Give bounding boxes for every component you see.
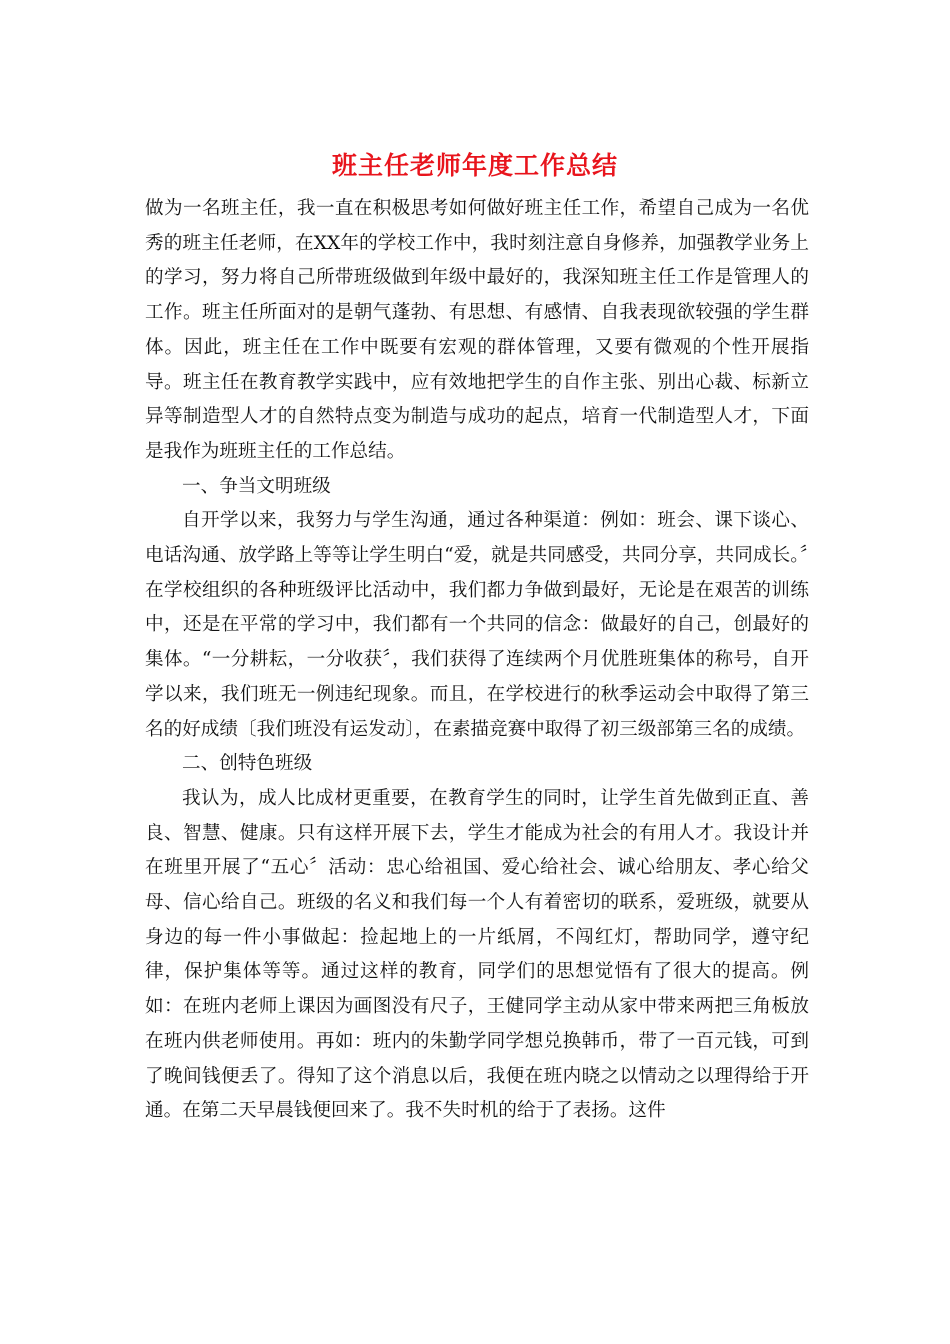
section-2-paragraph: 我认为，成人比成材更重要，在教育学生的同时，让学生首先做到正直、善良、智慧、健康。只有这样开展下去，学生才能成为社会的有用人才。我设计并在班里开展了“五心〞活动：忠心给祖国、爱心给社会、诚心给朋友、孝心给父母、信心给自己。班级的名义和我们每一个人有着密切的联系，爱班级，就要从身边的每一件小事做起：捡起地上的一片纸屑，不闯红灯，帮助同学，遵守纪律，保护集体等等。通过这样的教育，同学们的思想觉悟有了很大的提高。例如：在班内老师上课因为画图没有尺子，王健同学主动从家中带来两把三角板放在班内供老师使用。再如：班内的朱勤学同学想兑换韩币，带了一百元钱，可到了晚间钱便丢了。得知了这个消息以后，我便在班内晓之以情动之以理得给于开通。在第二天早晨钱便回来了。我不失时机的给于了表扬。这件 [145, 787, 809, 1122]
document-body [145, 192, 809, 1129]
intro-paragraph: 做为一名班主任，我一直在积极思考如何做好班主任工作，希望自己成为一名优秀的班主任老师，在XX年的学校工作中，我时刻注意自身修养，加强教学业务上的学习，努力将自己所带班级做到年级中最好的，我深知班主任工作是管理人的工作。班主任所面对的是朝气蓬勃、有思想、有感情、自我表现欲较强的学生群体。因此，班主任在工作中既要有宏观的群体管理，又要有微观的个性开展指导。班主任在教育教学实践中，应有效地把学生的自作主张、别出心裁、标新立异等制造型人才的自然特点变为制造与成功的起点，培育一代制造型人才，下面是我作为班班主任的工作总结。 [145, 198, 809, 462]
section-heading-1: 一、争当文明班级 [182, 475, 331, 497]
document-title: 班主任老师年度工作总结 [331, 151, 618, 180]
section-1-paragraph: 自开学以来，我努力与学生沟通，通过各种渠道：例如：班会、课下谈心、电话沟通、放学路上等等让学生明白“爱，就是共同感受，共同分享，共同成长。〞在学校组织的各种班级评比活动中，我们都力争做到最好，无论是在艰苦的训练中，还是在平常的学习中，我们都有一个共同的信念：做最好的自己，创最好的集体。“一分耕耘，一分收获〞，我们获得了连续两个月优胜班集体的称号，自开学以来，我们班无一例违纪现象。而且，在学校进行的秋季运动会中取得了第三名的好成绩〔我们班没有运发动〕，在素描竞赛中取得了初三级部第三名的成绩。 [145, 510, 809, 740]
section-heading-2: 二、创特色班级 [182, 753, 313, 775]
